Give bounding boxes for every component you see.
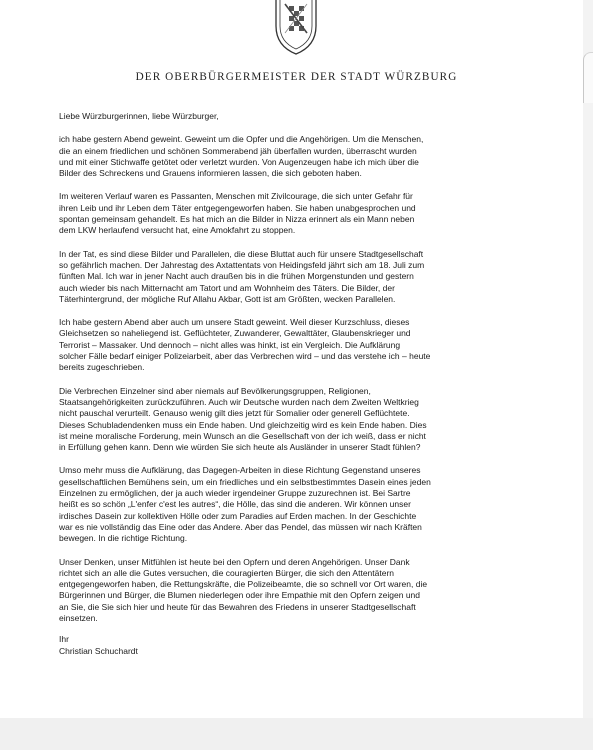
paragraph-line: an Sie, die Sie sich hier und heute für das Bewahren des Friedens in unserer Stadtgesellschaft [59, 601, 416, 612]
paragraph-line: spontan gemeinsam gehandelt. Es hat mich an die Bilder in Nizza erinnert als ein Mann neben [59, 214, 415, 225]
paragraph-line: Bilder des Schreckens und Grauens informieren lassen, die sich geboten haben. [59, 168, 362, 179]
paragraph-line: die an einem friedlichen und schönen Sommerabend jäh überfallen wurden, überrascht wurden [59, 145, 417, 156]
paragraph-line: bereits zugeschrieben. [59, 362, 145, 373]
paragraph-line: Gleichsetzen so naheliegend ist. Geflüchteter, Zuwanderer, Gewalttäter, Glaubenskrieger und [59, 328, 411, 339]
paragraph-line: auch wieder bis nach Mitternacht am Tatort und am Wohnheim des Täters. Die Bilder, der [59, 282, 395, 293]
body-paragraph [59, 317, 545, 373]
paragraph-line: Ich habe gestern Abend aber auch um unsere Stadt geweint. Weil dieser Kurzschluss, dieses [59, 317, 410, 328]
paragraph-line: Dieses Schubladendenken muss ein Ende haben. Und gleichzeitig wird es kein Ende haben. Dies [59, 419, 427, 430]
paragraph-line: ihren Leib und ihr Leben dem Täter entgegengeworfen haben. Sie haben unabgesprochen und [59, 202, 416, 213]
salutation: Liebe Würzburgerinnen, liebe Würzburger, [59, 111, 219, 121]
viewer-bottom-area [0, 718, 593, 750]
paragraph-line: ist meine moralische Forderung, mein Wunsch an die Gesellschaft von der ich weiß, dass er nicht [59, 430, 426, 441]
paragraph-line: war es nie vollständig das Eine oder das Andere. Aber das Pendel, das müssen wir nach Kräften [59, 521, 422, 532]
paragraph-line: Umso mehr muss die Aufklärung, das Dagegen-Arbeiten in diese Richtung Gegenstand unseres [59, 465, 421, 476]
paragraph-line: Unser Denken, unser Mitfühlen ist heute bei den Opfern und deren Angehörigen. Unser Dank [59, 556, 410, 567]
paragraph-line: Die Verbrechen Einzelner sind aber niemals auf Bevölkerungsgruppen, Religionen, [59, 385, 371, 396]
body-paragraph [59, 191, 545, 236]
paragraph-line: Staatsangehörigkeiten zurückzuführen. Auch wir Deutsche wurden nach dem Zweiten Weltkrieg [59, 396, 419, 407]
paragraph-line: In der Tat, es sind diese Bilder und Parallelen, die diese Bluttat auch für unsere Stadtgesellschaft [59, 248, 424, 259]
letter-paragraphs [59, 134, 545, 624]
paragraph-line: Bürgerinnen und Bürger, die Blumen niederlegen oder ihre Empathie mit den Opfern zeigen und [59, 590, 421, 601]
paragraph-line: solcher Fälle bedarf einiger Polizeiarbeit, aber das Verbrechen wird – und das verstehe ich – heute [59, 351, 431, 362]
closing-word: Ihr [59, 634, 69, 645]
paragraph-line: irdisches Dasein zur kollektiven Hölle oder zum Paradies auf Erden machen. In der Geschichte [59, 510, 417, 521]
signature-name: Christian Schuchardt [59, 645, 138, 656]
paragraph-line: Im weiteren Verlauf waren es Passanten, Menschen mit Zivilcourage, die sich unter Gefahr für [59, 191, 413, 202]
paragraph-line: und mit einer Stichwaffe getötet oder verletzt wurden. Von Augenzeugen habe ich mich über die [59, 156, 419, 167]
city-coat-of-arms-icon [270, 0, 322, 56]
paragraph-line: ich habe gestern Abend geweint. Geweint um die Opfer und die Angehörigen. Um die Menschen, [59, 134, 424, 145]
closing-block [59, 634, 545, 657]
paragraph-line: dem LKW herlaufend versucht hat, eine Amokfahrt zu stoppen. [59, 225, 296, 236]
body-paragraph [59, 557, 545, 625]
body-paragraph [59, 465, 545, 544]
letterhead-title: DER OBERBÜRGERMEISTER DER STADT WÜRZBURG [135, 71, 458, 83]
viewer-scroll-panel-edge[interactable] [583, 52, 593, 103]
paragraph-line: nicht pauschal verurteilt. Genauso wenig gilt dies jetzt für Somalier oder generell Geflüchtete. [59, 408, 410, 419]
body-paragraph [59, 249, 545, 305]
paragraph-line: bewegen. In die richtige Richtung. [59, 533, 188, 544]
body-paragraph [59, 386, 545, 454]
paragraph-line: einsetzen. [59, 612, 98, 623]
paragraph-line: heißt es so schön „L'enfer c'est les autres“, die Hölle, das sind die anderen. Wir können unser [59, 499, 411, 510]
paragraph-line: fünften Mal. Ich war in jener Nacht auch draußen bis in die frühen Morgenstunden und gestern [59, 271, 414, 282]
paragraph-line: entgegengeworfen haben, die Rettungskräfte, die Polizeibeamte, die so schnell vor Ort waren, die [59, 579, 428, 590]
paragraph-line: richtet sich an alle die Gutes versuchen, die couragierten Bürger, die sich den Attentätern [59, 567, 395, 578]
paragraph-line: in Erfüllung gehen kann. Denn wie würden Sie sich heute als Ausländer in unserer Stadt fühlen? [59, 442, 421, 453]
body-paragraph [59, 134, 545, 179]
paragraph-line: gesellschaftlichen Bemühens sein, um ein friedliches und ein selbstbestimmtes Dasein eines jeden [59, 476, 431, 487]
paragraph-line: Täterhintergrund, der mögliche Ruf Allahu Akbar, Gott ist am Größten, wecken Parallelen. [59, 293, 396, 304]
paragraph-line: Terrorist – Massaker. Und dennoch – nicht alles was hinkt, ist ein Vergleich. Die Aufklärung [59, 339, 401, 350]
paragraph-line: Einzelnen zu ermöglichen, der ja auch wieder irgendeiner Gruppe zuzurechnen ist. Bei Sartre [59, 488, 411, 499]
paragraph-line: so gefährlich machen. Der Jahrestag des Axtattentats von Heidingsfeld jährt sich am 18. Juli zum [59, 259, 425, 270]
letter-body [59, 111, 545, 657]
